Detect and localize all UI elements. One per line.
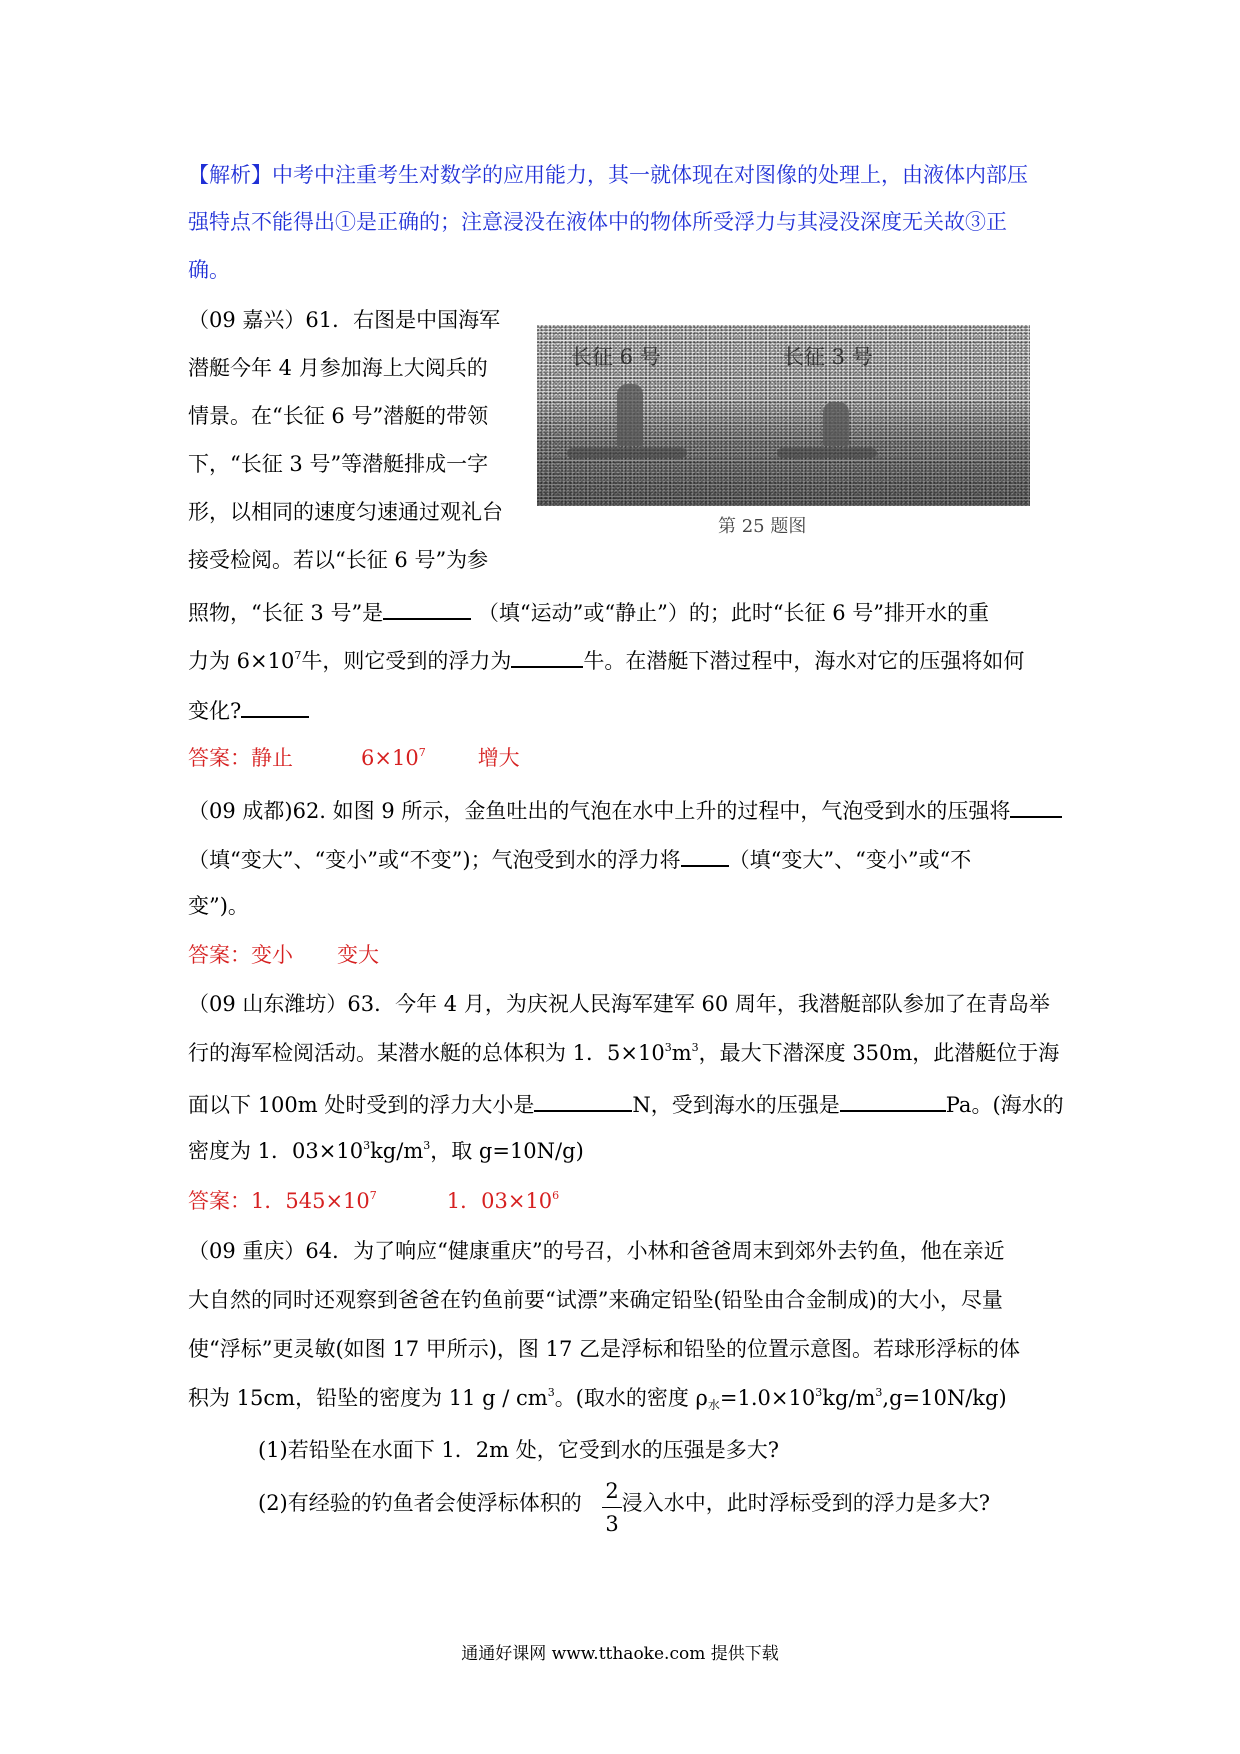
- q62-line-1: [188, 798, 1062, 822]
- answer-blank: [1010, 798, 1062, 818]
- q64-line-4c: =1.0×10: [719, 1386, 816, 1410]
- q64-line-1: （09 重庆）64．为了响应“健康重庆”的号召，小林和爸爸周末到郊外去钓鱼，他在亲近: [188, 1239, 1005, 1263]
- submarine-hull-left: [567, 448, 687, 458]
- q63-line-2b: m: [671, 1041, 692, 1065]
- q64-line-4e: ,g=10N/kg): [882, 1386, 1007, 1410]
- q62-line-1-text: （09 成都)62. 如图 9 所示，金鱼吐出的气泡在水中上升的过程中，气泡受到水的压强将: [188, 799, 1011, 823]
- answer-blank: [840, 1092, 946, 1112]
- q61-answer-2: 6×10: [361, 746, 419, 770]
- q63-answer: [188, 1191, 559, 1212]
- q62-answer: [188, 945, 379, 966]
- q63-line-3c: Pa。(海水的: [945, 1093, 1064, 1117]
- q62-line-2a: （填“变大”、“变小”或“不变”)；气泡受到水的浮力将: [188, 848, 681, 872]
- q63-line-4a: 密度为 1．03×10: [188, 1139, 364, 1163]
- q61-answer-1: 答案：静止: [188, 746, 293, 770]
- analysis-line-3: 确。: [188, 258, 230, 282]
- fraction-two-thirds: [602, 1479, 622, 1536]
- q64-line-4d: kg/m: [822, 1386, 876, 1410]
- q63-answer-1-sup: 7: [369, 1189, 377, 1202]
- q61-line-8a: 力为 6×10: [188, 649, 295, 673]
- q61-line-8: [188, 648, 1024, 672]
- q61-line-7: [188, 600, 989, 624]
- submarine-sail-left: [617, 384, 643, 446]
- answer-blank: [383, 600, 471, 620]
- fraction-denominator: 3: [605, 1512, 619, 1536]
- q61-line-1: （09 嘉兴）61．右图是中国海军: [188, 308, 501, 332]
- q64-sub-question-2a: (2)有经验的钓鱼者会使浮标体积的: [258, 1491, 582, 1515]
- q64-sub-question-1: (1)若铅坠在水面下 1．2m 处，它受到水的压强是多大?: [258, 1438, 779, 1462]
- page-footer: 通通好课网 www.tthaoke.com 提供下载: [461, 1644, 779, 1664]
- q64-sub-question-2: [258, 1493, 990, 1514]
- analysis-line-2: 强特点不能得出①是正确的；注意浸没在液体中的物体所受浮力与其浸没深度无关故③正: [188, 210, 1007, 234]
- q61-answer-2-sup: 7: [418, 746, 426, 759]
- q63-line-3: [188, 1092, 1064, 1116]
- q64-line-4-sup: 3: [547, 1386, 555, 1399]
- q63-line-3b: N，受到海水的压强是: [632, 1093, 840, 1117]
- q63-line-2-sup2: 3: [691, 1041, 699, 1054]
- q64-line-4a: 积为 15cm，铅坠的密度为 11 g / cm: [188, 1386, 548, 1410]
- q61-line-2: 潜艇今年 4 月参加海上大阅兵的: [188, 356, 488, 380]
- q61-line-8b: 牛，则它受到的浮力为: [301, 649, 512, 673]
- photo-label-right: 长征 3 号: [783, 345, 873, 369]
- q64-sub-question-2b: 浸入水中，此时浮标受到的浮力是多大?: [621, 1491, 991, 1515]
- q63-line-4b: kg/m: [370, 1139, 424, 1163]
- q63-line-3a: 面以下 100m 处时受到的浮力大小是: [188, 1093, 535, 1117]
- q61-line-7a: 照物，“长征 3 号”是: [188, 601, 384, 625]
- fraction-numerator: 2: [605, 1479, 619, 1503]
- q63-line-4: [188, 1141, 584, 1162]
- q64-line-2: 大自然的同时还观察到爸爸在钓鱼前要“试漂”来确定铅坠(铅坠由合金制成)的大小，尽量: [188, 1288, 1003, 1312]
- submarine-sail-right: [823, 402, 849, 446]
- q61-line-4: 下，“长征 3 号”等潜艇排成一字: [188, 452, 489, 476]
- q63-line-4c: ，取 g=10N/g): [430, 1139, 584, 1163]
- q63-line-2c: ，最大下潜深度 350m，此潜艇位于海: [698, 1041, 1060, 1065]
- q61-answer: [188, 748, 520, 769]
- q61-line-9: [188, 698, 309, 722]
- photo-label-left: 长征 6 号: [571, 345, 661, 369]
- q63-answer-1: 答案：1．545×10: [188, 1189, 370, 1213]
- q63-line-4-sup2: 3: [423, 1139, 431, 1152]
- q63-line-2a: 行的海军检阅活动。某潜水艇的总体积为 1．5×10: [188, 1041, 665, 1065]
- photo-caption: 第 25 题图: [718, 516, 807, 537]
- q64-line-4: [188, 1386, 1007, 1412]
- answer-blank: [681, 847, 729, 867]
- q63-line-2-sup: 3: [664, 1041, 672, 1054]
- q61-line-6: 接受检阅。若以“长征 6 号”为参: [188, 548, 489, 572]
- q63-line-4-sup: 3: [363, 1139, 371, 1152]
- q63-answer-2: 1．03×10: [446, 1189, 553, 1213]
- answer-blank: [241, 698, 309, 718]
- q62-line-2b: （填“变大”、“变小”或“不: [728, 848, 972, 872]
- q62-answer-1: 答案：变小: [188, 943, 293, 967]
- q63-line-2: [188, 1043, 1059, 1064]
- q62-line-3: 变”)。: [188, 894, 249, 918]
- q64-line-3: 使“浮标”更灵敏(如图 17 甲所示)，图 17 乙是浮标和铅坠的位置示意图。若球形浮标的体: [188, 1337, 1020, 1361]
- answer-blank: [534, 1092, 632, 1112]
- q61-line-7b: （填“运动”或“静止”）的；此时“长征 6 号”排开水的重: [477, 601, 989, 625]
- q64-line-4b: 。(取水的密度 ρ: [554, 1386, 708, 1410]
- q63-line-1: （09 山东潍坊）63．今年 4 月，为庆祝人民海军建军 60 周年，我潜艇部队参加了在青岛举: [188, 992, 1050, 1016]
- q62-answer-2: 变大: [337, 943, 379, 967]
- q64-line-4-sup3: 3: [875, 1386, 883, 1399]
- q61-line-5: 形，以相同的速度匀速通过观礼台: [188, 500, 503, 524]
- submarine-hull-right: [777, 448, 877, 458]
- answer-blank: [511, 648, 583, 668]
- q64-line-4-sup2: 3: [815, 1386, 823, 1399]
- q61-line-3: 情景。在“长征 6 号”潜艇的带领: [188, 404, 489, 428]
- q61-line-8-sup: 7: [294, 649, 302, 662]
- q62-line-2: [188, 847, 971, 871]
- analysis-line-1: 【解析】中考中注重考生对数学的应用能力，其一就体现在对图像的处理上，由液体内部压: [188, 163, 1028, 187]
- q64-line-4-sub: 水: [707, 1398, 720, 1412]
- q61-line-8c: 牛。在潜艇下潜过程中，海水对它的压强将如何: [583, 649, 1025, 673]
- q61-answer-3: 增大: [477, 746, 520, 770]
- submarine-parade-photo: [537, 325, 1030, 506]
- q61-line-9-text: 变化?: [188, 699, 242, 723]
- q63-answer-2-sup: 6: [552, 1189, 560, 1202]
